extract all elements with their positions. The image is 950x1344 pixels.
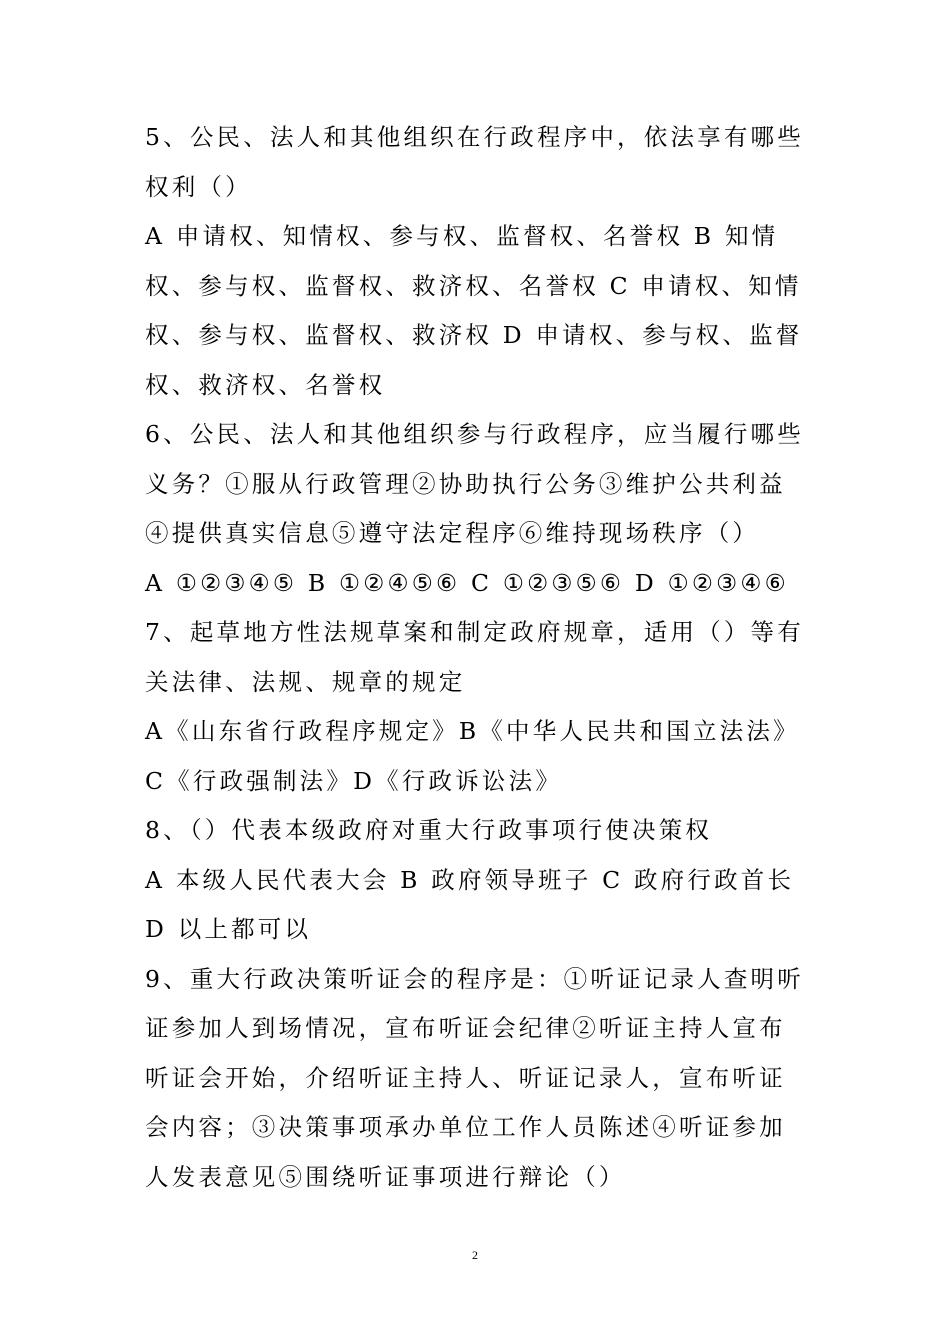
question-6-stem: 6、公民、法人和其他组织参与行政程序，应当履行哪些义务？①服从行政管理②协助执行公务③维护公共利益④提供真实信息⑤遵守法定程序⑥维持现场秩序（） [145, 420, 804, 547]
question-7-stem: 7、起草地方性法规草案和制定政府规章，适用（）等有关法律、法规、规章的规定 [145, 618, 804, 696]
question-9-stem: 9、重大行政决策听证会的程序是：①听证记录人查明听证参加人到场情况，宣布听证会纪律②听证主持人宣布听证会开始，介绍听证主持人、听证记录人，宣布听证会内容；③决策事项承办单位工作人员陈述④听证参加人发表意见⑤围绕听证事项进行辩论（） [145, 964, 804, 1191]
question-8-stem: 8、（）代表本级政府对重大行政事项行使决策权 [145, 816, 713, 844]
question-6-options: A ①②③④⑤ B ①②④⑤⑥ C ①②③⑤⑥ D ①②③④⑥ [145, 568, 789, 597]
question-5-options: A 申请权、知情权、参与权、监督权、名誉权 B 知情权、参与权、监督权、救济权、名誉权 C 申请权、知情权、参与权、监督权、救济权 D 申请权、参与权、监督权、救济权、名誉权 [145, 222, 803, 399]
question-5-stem: 5、公民、法人和其他组织在行政程序中，依法享有哪些权利（） [145, 123, 804, 201]
question-7-options: A《山东省行政程序规定》B《中华人民共和国立法法》C《行政强制法》D《行政诉讼法》 [145, 717, 800, 795]
question-8-options: A 本级人民代表大会 B 政府领导班子 C 政府行政首长 D 以上都可以 [145, 865, 795, 943]
page-number: 2 [472, 1248, 478, 1262]
document-body [145, 113, 810, 1202]
